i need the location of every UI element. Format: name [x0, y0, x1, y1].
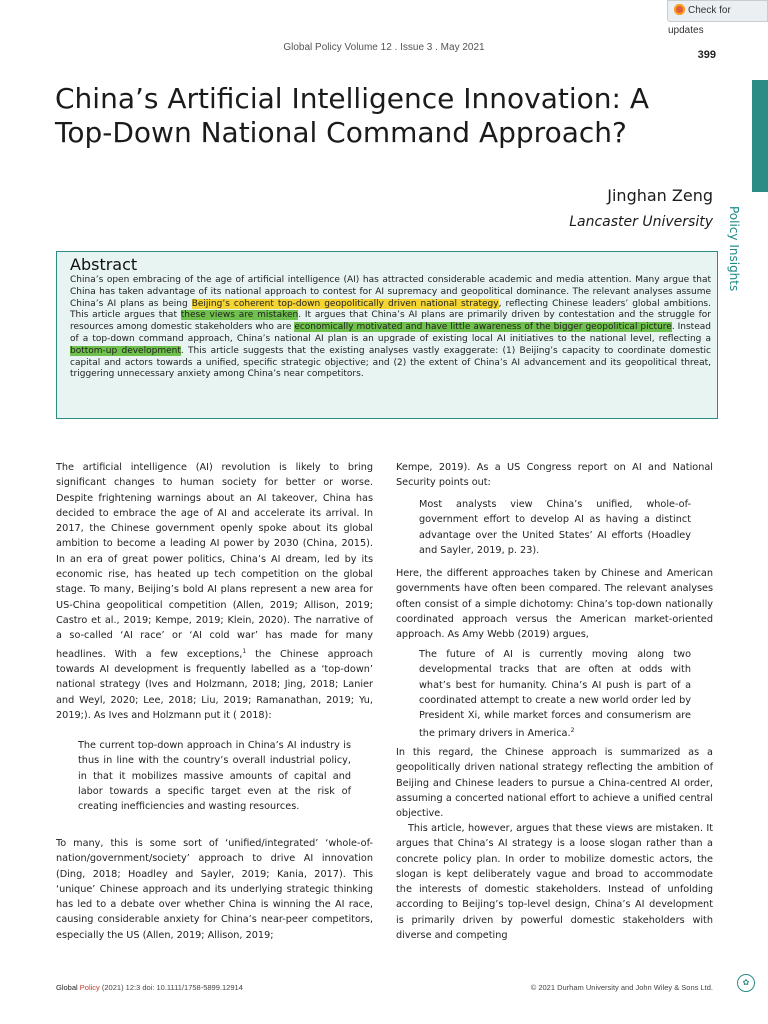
author-name: Jinghan Zeng [607, 186, 713, 205]
right-block-quote-2: The future of AI is currently moving along two developmental tracks that are often at odds with what’s best for humanity. China’s AI push is part of a coordinated attempt to create a new world order led by President Xi, while market forces and consumerism are the primary drivers in America.$^2$ [419, 649, 691, 740]
right-paragraph-3: In this regard, the Chinese approach is summarized as a geopolitically driven national strategy reflecting the ambition of Beijing and Chinese leaders to pursue a China-centred AI order, assuming a concerted national effort to achieve a unified central objective. [396, 747, 713, 820]
left-paragraph-2: To many, this is some sort of ‘unified/integrated’ ‘whole-of-nation/government/society’ approach to drive AI innovation (Ding, 2018; Hoadley and Sayler, 2019; Kania, 2017). This ‘unique’ Chinese approach and its underlying strategic thinking has led to a debate over whether China is winning the AI race, causing considerable anxiety for China’s near-peer competitors, especially the US (Allen, 2019; Allison, 2019; [56, 838, 373, 941]
footer-copyright: © 2021 Durham University and John Wiley & Sons Ltd. [530, 983, 713, 992]
abstract-text: China’s open embracing of the age of artificial intelligence (AI) has attracted considerable academic and media attention. Many argue that China has taken advantage of its national approach to contest for AI supremacy and geopolitical dominance. The relevant analyses assume China’s AI plans as being Beijing’s coherent top-down geopolitically driven national strategy, reflecting Chinese leaders’ global ambitions. This article argues that these views are mistaken. It argues that China’s AI plans are primarily driven by contestation and the struggle for resources among domestic stakeholders who are economically motivated and have little awareness of the bigger geopolitical picture. Instead of a top-down command approach, China’s national AI plan is an upgrade of existing local AI initiatives to the national level, reflecting a bottom-up development. This article suggests that the existing analyses vastly exaggerate: (1) Beijing’s capacity to coordinate domestic capital and actors towards a unified, specific strategic objective; and (2) the extent of China’s AI advancement and its geopolitical threat, triggering unnecessary anxiety among China’s near competitors. [70, 275, 711, 380]
author-affiliation: Lancaster University [569, 214, 713, 230]
left-block-quote: The current top-down approach in China’s AI industry is thus in line with the country’s overall industrial policy, in that it mobilizes massive amounts of capital and labor towards a specific target even at the risk of creating inefficiencies and wasting resources. [78, 740, 351, 813]
journal-header: Global Policy Volume 12 . Issue 3 . May 2021 [283, 42, 485, 53]
check-for-updates-button[interactable] [667, 0, 768, 36]
left-paragraph-1: The artificial intelligence (AI) revolution is likely to bring significant changes to human society for better or worse. Despite frightening warnings about an AI takeover, China has decided to embrace the age of AI and accelerate its arrival. In 2017, the Chinese government openly spoke about its global ambition to become a leading AI power by 2030 (China, 2015). In an era of great power politics, China’s AI dream, led by its economic rise, has heated up tech competition on the global stage. To many, Beijing’s bold AI plans represent a new area for US-China geopolitical competition (Allen, 2019; Allison, 2019; Castro et al., 2019; Kempe, 2019; Klein, 2020). The narrative of a so-called ‘AI race’ or ‘AI cold war’ has made for many headlines. With a few exceptions,$^1$ the Chinese approach towards AI development is frequently labelled as a ‘top-down’ national strategy (Ives and Holzmann, 2018; Jing, 2018; Lanier and Weyl, 2020; Lee, 2018; Liu, 2019; Ramanathan, 2019; Yu, 2019;). As Ives and Holzmann put it ( 2018): [56, 462, 373, 721]
crossmark-icon [674, 4, 685, 15]
highlight-yellow: Beijing’s coherent top-down geopolitically driven national strategy [191, 298, 499, 309]
page-number: 399 [697, 49, 716, 61]
durham-logo-icon: ✿ [737, 974, 755, 992]
highlight-green: economically motivated and have little awareness of the bigger geopolitical picture [294, 322, 672, 333]
right-paragraph-4: This article, however, argues that these views are mistaken. It argues that China’s AI strategy is a loose slogan rather than a concrete policy plan. In order to mobilize domestic actors, the slogan is kept deliberately vague and broad to accommodate the interests of domestic stakeholders. Instead of unfolding according to Beijing’s top-level design, China’s AI development is primarily driven by powerful domestic stakeholders with diverse and competing [396, 823, 713, 942]
article-title: China’s Artificial Intelligence Innovation: A Top-Down National Command Approach? [55, 82, 649, 149]
highlight-green: these views are mistaken [180, 310, 299, 321]
footer-citation: Global Policy (2021) 12:3 doi: 10.1111/1758-5899.12914 [56, 983, 243, 992]
right-paragraph-2: Here, the different approaches taken by Chinese and American governments have often been compared. The relevant analyses often consist of a simple dichotomy: China’s top-down nationally coordinated approach versus the American market-oriented approach. As Amy Webb (2019) argues, [396, 568, 713, 641]
right-block-quote-1: Most analysts view China’s unified, whole-of-government effort to develop AI as having a distinct advantage over the United States’ AI efforts (Hoadley and Sayler, 2019, p. 23). [419, 499, 691, 556]
highlight-green: bottom-up development [70, 345, 181, 356]
right-paragraph-1: Kempe, 2019). As a US Congress report on AI and National Security points out: [396, 462, 713, 489]
footnote-ref[interactable]: 1 [242, 647, 247, 655]
section-label: Policy Insights [727, 206, 741, 292]
footnote-ref[interactable]: 2 [570, 727, 575, 735]
abstract-heading: Abstract [70, 255, 138, 274]
check-for-updates-label: Check for updates [668, 5, 731, 36]
section-color-tab [752, 80, 768, 192]
